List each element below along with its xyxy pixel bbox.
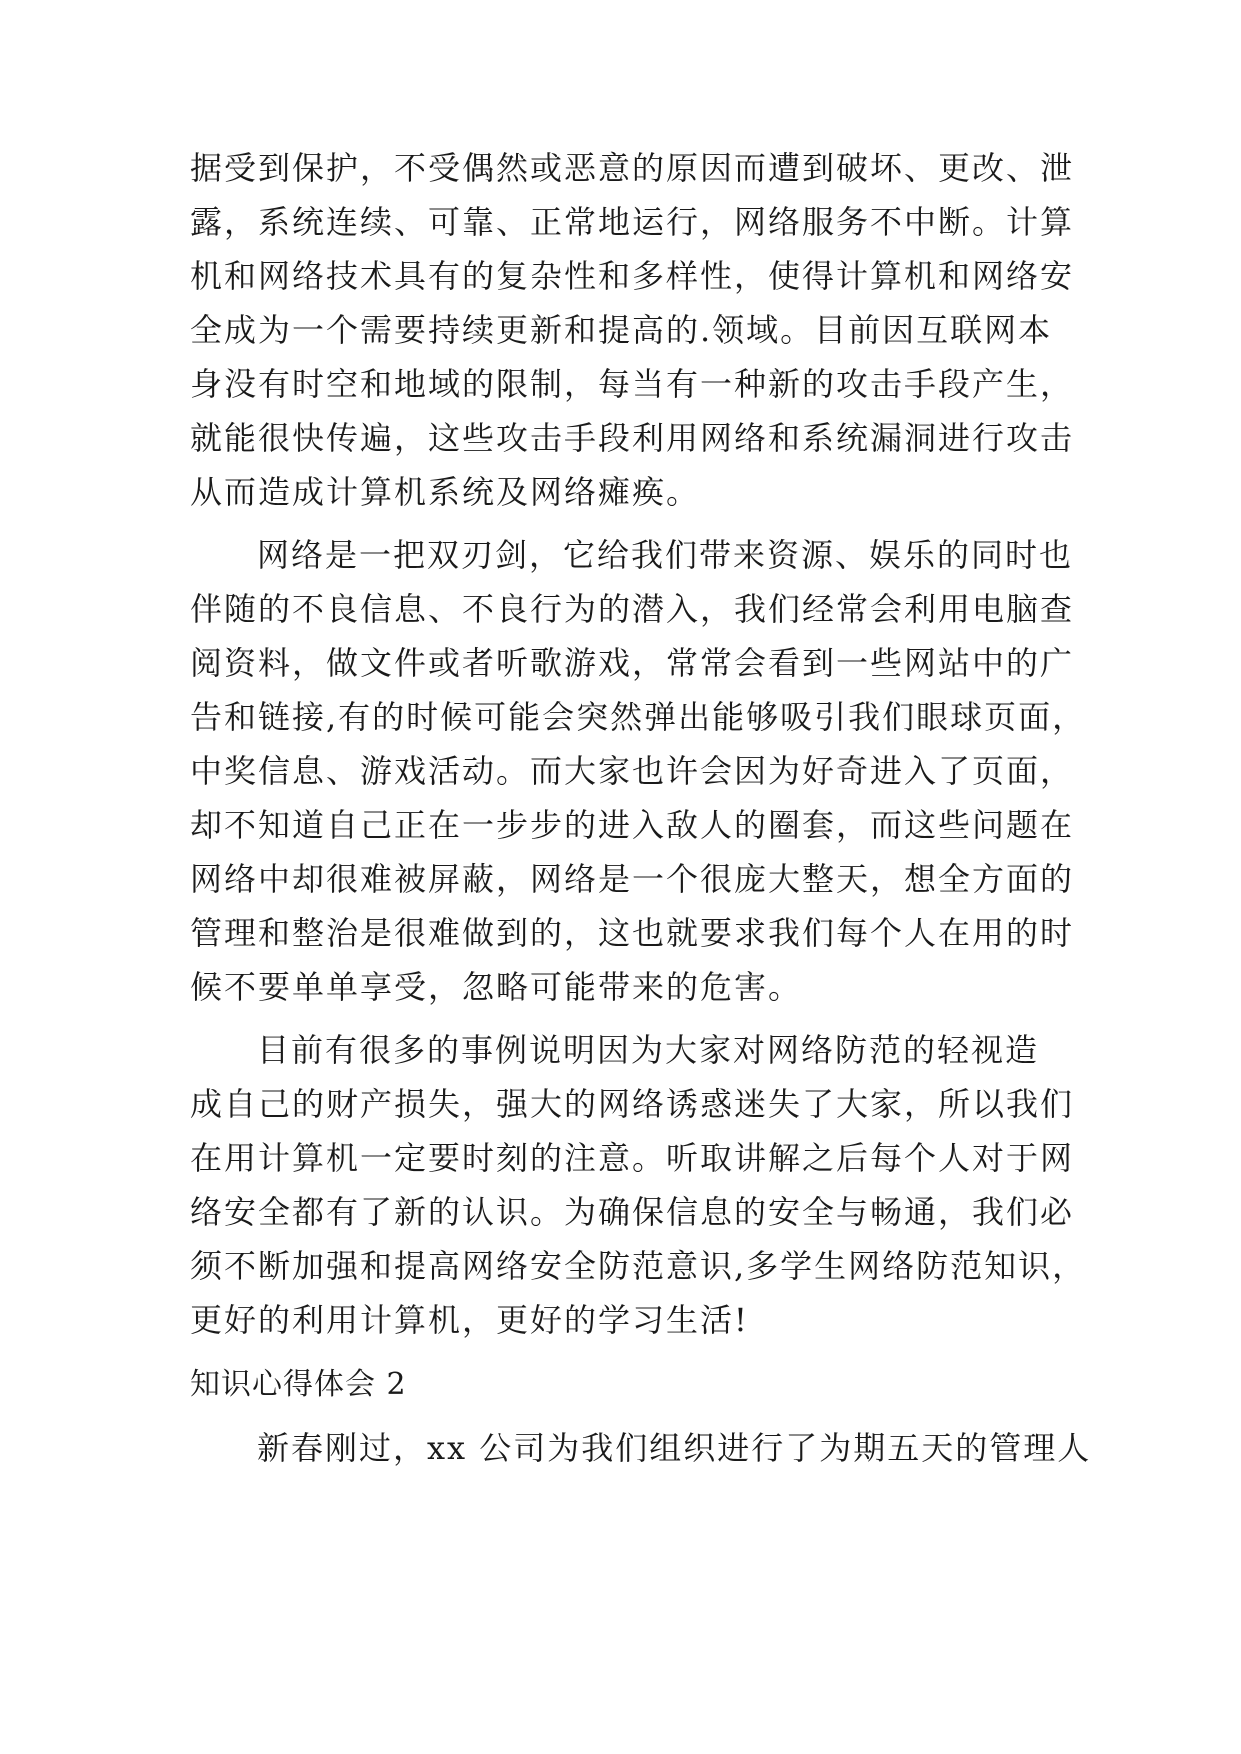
text-line: 管理和整治是很难做到的，这也就要求我们每个人在用的时 — [190, 914, 1075, 952]
text-line: 中奖信息、游戏活动。而大家也许会因为好奇进入了页面， — [190, 752, 1075, 790]
text-line: 候不要单单享受，忽略可能带来的危害。 — [190, 968, 803, 1006]
text-line: 须不断加强和提高网络安全防范意识,多学生网络防范知识， — [190, 1247, 1087, 1285]
text-line: 告和链接,有的时候可能会突然弹出能够吸引我们眼球页面， — [190, 698, 1087, 736]
text-line: 更好的利用计算机，更好的学习生活! — [190, 1301, 749, 1339]
text-line: 身没有时空和地域的限制，每当有一种新的攻击手段产生， — [190, 365, 1075, 403]
text-line: 从而造成计算机系统及网络瘫痪。 — [190, 473, 701, 511]
text-line: 网络中却很难被屏蔽，网络是一个很庞大整天，想全方面的 — [190, 860, 1075, 898]
text-line: 却不知道自己正在一步步的进入敌人的圈套，而这些问题在 — [190, 806, 1075, 844]
text-line: 机和网络技术具有的复杂性和多样性，使得计算机和网络安 — [190, 257, 1075, 295]
text-line: 在用计算机一定要时刻的注意。听取讲解之后每个人对于网 — [190, 1139, 1075, 1177]
text-line: 露，系统连续、可靠、正常地运行，网络服务不中断。计算 — [190, 203, 1075, 241]
paragraph-first-line: 新春刚过，xx 公司为我们组织进行了为期五天的管理人 — [257, 1429, 1092, 1467]
text-line: 全成为一个需要持续更新和提高的.领域。目前因互联网本 — [190, 311, 1053, 349]
text-line: 络安全都有了新的认识。为确保信息的安全与畅通，我们必 — [190, 1193, 1075, 1231]
text-line: 就能很快传遍，这些攻击手段利用网络和系统漏洞进行攻击 — [190, 419, 1075, 457]
paragraph-first-line: 目前有很多的事例说明因为大家对网络防范的轻视造 — [257, 1031, 1040, 1069]
section-heading: 知识心得体会 2 — [190, 1367, 407, 1402]
text-line: 阅资料，做文件或者听歌游戏，常常会看到一些网站中的广 — [190, 644, 1075, 682]
text-line: 伴随的不良信息、不良行为的潜入，我们经常会利用电脑查 — [190, 590, 1075, 628]
paragraph-first-line: 网络是一把双刃剑，它给我们带来资源、娱乐的同时也 — [257, 536, 1074, 574]
text-line: 据受到保护，不受偶然或恶意的原因而遭到破坏、更改、泄 — [190, 149, 1075, 187]
text-line: 成自己的财产损失，强大的网络诱惑迷失了大家，所以我们 — [190, 1085, 1075, 1123]
